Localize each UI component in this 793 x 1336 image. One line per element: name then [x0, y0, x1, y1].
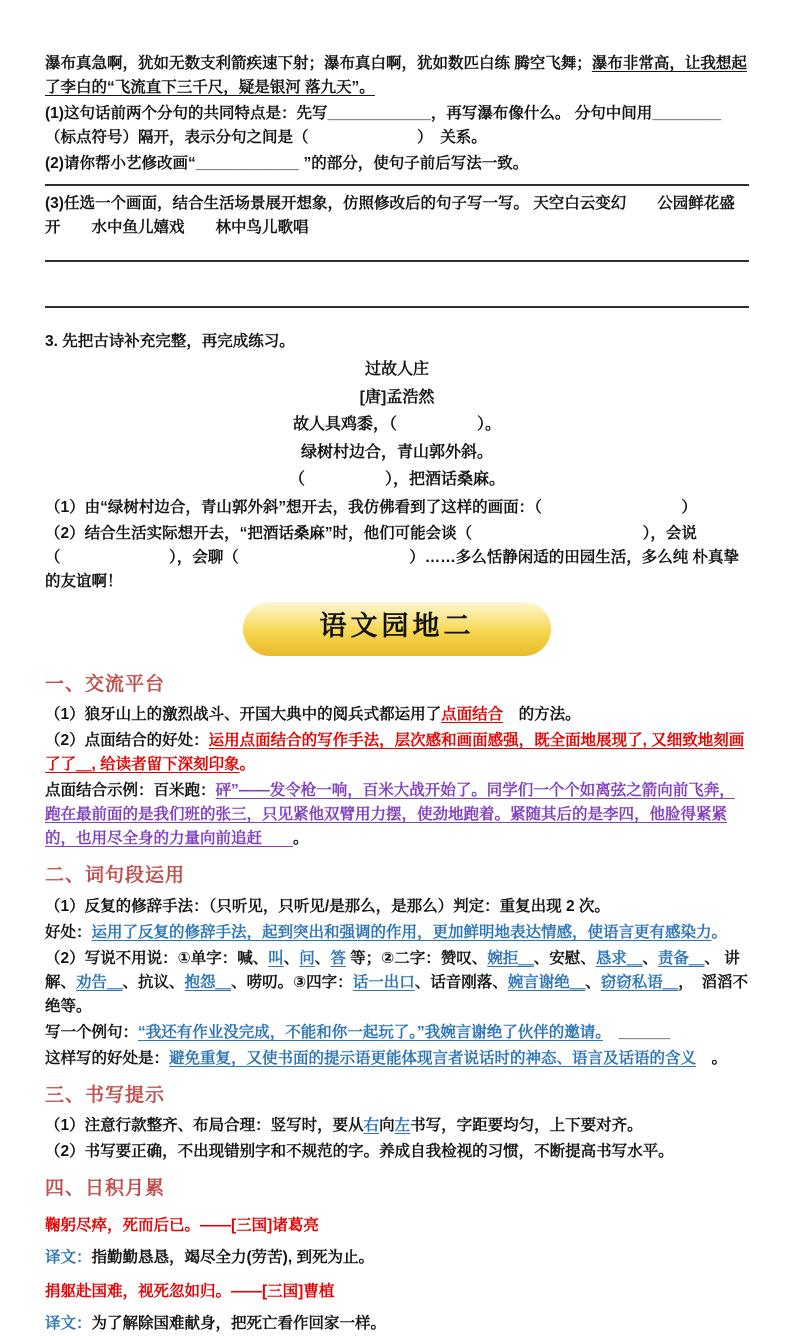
- unit-badge: 语文园地二: [243, 602, 551, 656]
- poem-exercise-intro: 3. 先把古诗补充完整，再完成练习。: [45, 333, 295, 351]
- text-segment: 运用点面结合的写作手法，层次感和画面感强，既全面地展现了, 又细致地刻画了了＿, 给读者留下深刻印象: [45, 732, 745, 774]
- section-3-question-1: [45, 1114, 749, 1138]
- intro-paragraph: [45, 52, 749, 100]
- text-segment: 、: [585, 973, 601, 991]
- translation-text: 为了解除国难献身，把死亡看作回家一样。: [91, 1314, 387, 1332]
- text-segment: 、抗议、: [122, 973, 185, 991]
- section-3-header: 三、书写提示: [45, 1084, 166, 1106]
- text-segment: 瀑布非常高，让我想起了李白的“飞流直下三千尺，疑是银河 落九天”。: [45, 55, 747, 97]
- text-segment: 、 讲解、: [45, 949, 740, 991]
- text-segment: 、安慰、: [533, 949, 596, 967]
- question-1: (1)这句话前两个分句的共同特点是：先写____________，再写瀑布像什么。 分句中间用________（标点符号）隔开，表示分句之间是（ ） 关系。: [45, 105, 722, 147]
- section-2-question-1: （1）反复的修辞手法：（只听见，只听见/是那么，是那么）判定：重复出现 2 次。: [45, 897, 610, 915]
- famous-quote-2: 捐躯赴国难，视死忽如归。——[三国]曹植: [45, 1282, 335, 1300]
- text-segment: 话一出口: [352, 973, 415, 991]
- text-segment: “我还有作业没完成，不能和你一起玩了。”我婉言谢绝了伙伴的邀请。: [138, 1023, 604, 1041]
- section-1-question-1: [45, 703, 749, 727]
- text-segment: 婉拒＿: [487, 949, 534, 967]
- text-segment: 窃窃私语＿: [600, 973, 679, 991]
- text-segment: 点面结合示例：百米跑：: [45, 782, 216, 800]
- text-segment: 砰”——发令枪一响，百米大战开始了。同学们一个个如离弦之箭向前飞奔，跑在最前面的是我们班的张三，只见紧他双臂用力摆，使劲地跑着。紧随其后的是李四，他脸得紧紧的，也用尽全身的力量向前追赶: [45, 782, 735, 848]
- section-2-example-sentence: [45, 1021, 749, 1045]
- question-3: (3)任选一个画面，结合生活场景展开想象，仿照修改后的句子写一写。 天空白云变幻 公园鲜花盛开 水中鱼儿嬉戏 林中鸟儿歌唱: [45, 195, 735, 237]
- poem-block: [45, 356, 749, 494]
- text-segment: 右: [363, 1117, 380, 1135]
- section-1-header: 一、交流平台: [45, 673, 166, 695]
- translation-label: 译文：: [45, 1248, 92, 1266]
- famous-quote-1: 鞠躬尽瘁，死而后已。——[三国]诸葛亮: [45, 1216, 319, 1234]
- text-segment: （1）注意行款整齐、布局合理：竖写时，要从: [45, 1117, 364, 1135]
- section-2-header: 二、词句段运用: [45, 865, 186, 887]
- poem-question-1: （1）由“绿树村边合，青山郭外斜”想开去，我仿佛看到了这样的画面：（ ）: [45, 498, 697, 516]
- section-2-benefit: [45, 921, 749, 945]
- text-segment: 避免重复，又使书面的提示语更能体现言者说话时的神态、语言及话语的含义: [169, 1049, 697, 1067]
- text-segment: 瀑布真急啊，犹如无数支利箭疾速下射；瀑布真白啊，犹如数匹白练 腾空飞舞；: [45, 55, 592, 72]
- text-segment: 叫: [268, 949, 284, 967]
- section-2-benefit-2: [45, 1047, 749, 1071]
- text-segment: 答: [330, 949, 346, 967]
- text-segment: 的方法。: [503, 706, 581, 724]
- text-segment: （2）点面结合的好处：: [45, 732, 209, 750]
- text-segment: 写一个例句：: [45, 1023, 139, 1041]
- text-segment: 向: [379, 1117, 395, 1135]
- text-segment: 书写，字距要均匀，上下要对齐。: [410, 1117, 643, 1135]
- section-2-question-2: [45, 947, 749, 1019]
- question-2: (2)请你帮小艺修改画“____________ ”的部分，使句子前后写法一致。: [45, 155, 529, 173]
- text-segment: 等；②二字：赞叹、: [345, 949, 488, 967]
- text-segment: 、: [314, 949, 331, 967]
- text-segment: ______: [603, 1023, 671, 1041]
- text-segment: （1）狼牙山上的激烈战斗、开国大典中的阅兵式都运用了: [45, 706, 442, 724]
- text-segment: 责备＿: [657, 949, 705, 967]
- text-segment: 劝告＿: [76, 973, 123, 991]
- poem-title: 过故人庄: [364, 361, 429, 379]
- text-segment: （2）写说不用说：①单字：喊、: [45, 949, 269, 967]
- text-segment: 。: [293, 830, 309, 848]
- section-1-question-2: [45, 729, 749, 777]
- text-segment: 。: [696, 1049, 728, 1067]
- text-segment: 、: [283, 949, 300, 967]
- section-1-example: [45, 779, 749, 851]
- text-segment: 、话音刚落、: [414, 973, 508, 991]
- text-segment: 抱怨＿: [184, 973, 232, 991]
- text-segment: 问: [299, 949, 315, 967]
- translation-1: [45, 1246, 749, 1270]
- poem-line: 绿树村边合，青山郭外斜。: [300, 443, 493, 461]
- answer-line-1: [45, 260, 749, 262]
- text-segment: 、: [642, 949, 658, 967]
- divider-line-1: [45, 184, 749, 186]
- section-4-header: 四、日积月累: [45, 1178, 166, 1200]
- text-segment: 这样写的好处是：: [45, 1049, 170, 1067]
- poem-question-2: （2）结合生活实际想开去，“把酒话桑麻”时，他们可能会谈（ ），会说（ ），会聊（ ）……多么恬静闲适的田园生活，多么纯 朴真挚的友谊啊！: [45, 524, 740, 590]
- answer-line-2: [45, 306, 749, 308]
- text-segment: 恳求＿: [595, 949, 643, 967]
- text-segment: ， 滔滔不绝等。: [45, 973, 749, 1015]
- translation-label: 译文：: [45, 1314, 92, 1332]
- text-segment: 点面结合: [441, 706, 504, 724]
- poem-author: [唐]孟浩然: [359, 388, 435, 406]
- section-3-question-2: （2）书写要正确，不出现错别字和不规范的字。养成自我检视的习惯，不断提高书写水平。: [45, 1143, 674, 1161]
- text-segment: 左: [394, 1117, 411, 1135]
- text-segment: 。: [239, 756, 256, 774]
- translation-2: [45, 1312, 749, 1336]
- text-segment: 好处：: [45, 923, 92, 941]
- text-segment: 婉言谢绝＿: [507, 973, 586, 991]
- unit-badge-container: [45, 602, 749, 656]
- translation-text: 指勤勤恳恳，竭尽全力(劳苦), 到死为止。: [91, 1248, 374, 1266]
- poem-line: （ ），把酒话桑麻。: [288, 471, 505, 489]
- text-segment: 运用了反复的修辞手法，起到突出和强调的作用，更加鲜明地表达情感，使语言更有感染力: [91, 923, 712, 941]
- text-segment: 、唠叨。③四字：: [231, 973, 353, 991]
- poem-line: 故人具鸡黍，（ ）。: [292, 416, 501, 434]
- text-segment: 。: [711, 923, 728, 941]
